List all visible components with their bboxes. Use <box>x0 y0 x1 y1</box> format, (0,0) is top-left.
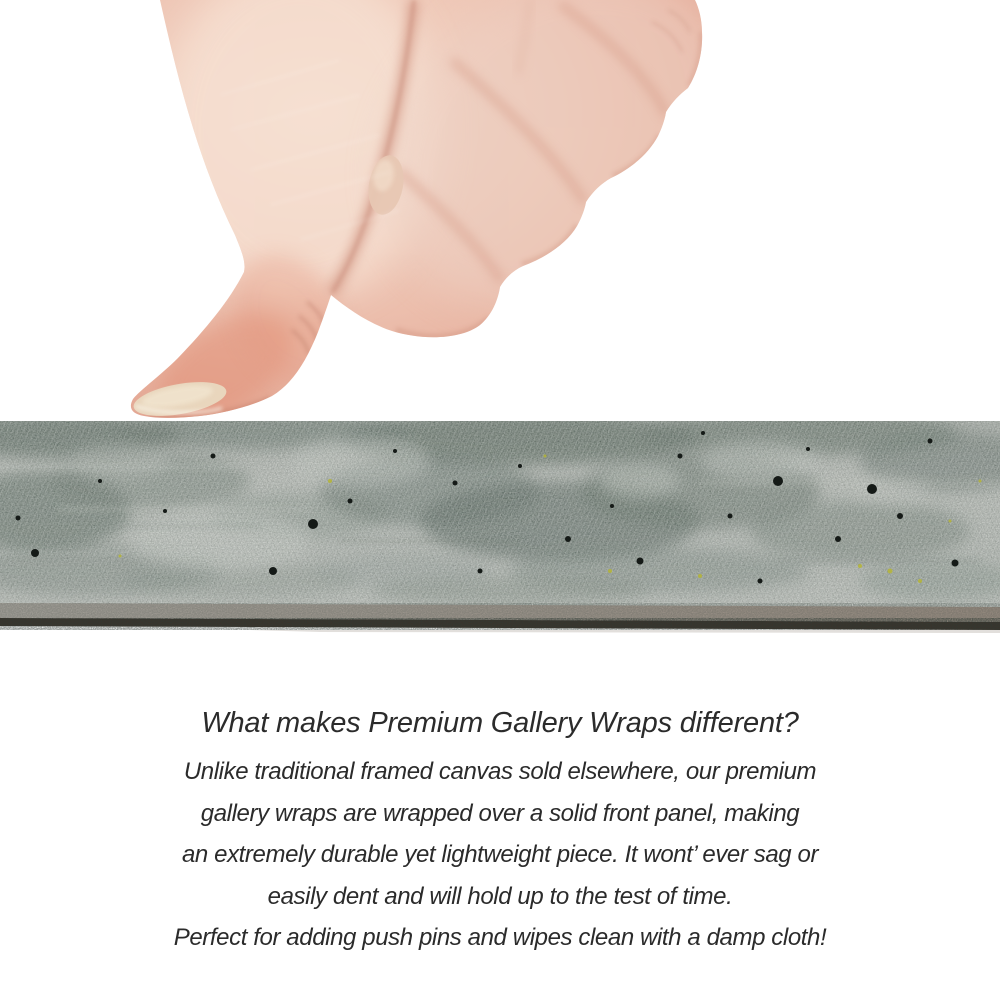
canvas-edge-photo <box>0 421 1000 633</box>
info-section <box>0 704 1000 959</box>
painted-canvas-texture <box>0 421 1000 611</box>
hand-photo <box>0 0 1000 420</box>
info-line-5: Perfect for adding push pins and wipes clean with a damp cloth! <box>173 924 827 951</box>
canvas-edge-illustration <box>0 421 1000 633</box>
info-line-1: Unlike traditional framed canvas sold elsewhere, our premium <box>183 758 817 785</box>
info-heading: What makes Premium Gallery Wraps different? <box>201 707 799 739</box>
edge-shadow <box>250 630 1000 633</box>
hand-illustration <box>0 0 1000 420</box>
info-line-4: easily dent and will hold up to the test of time. <box>267 882 733 910</box>
info-line-3: an extremely durable yet lightweight piece. It wont’ ever sag or <box>181 841 819 868</box>
info-line-2: gallery wraps are wrapped over a solid front panel, making <box>200 799 800 827</box>
hand-shape <box>100 0 802 420</box>
